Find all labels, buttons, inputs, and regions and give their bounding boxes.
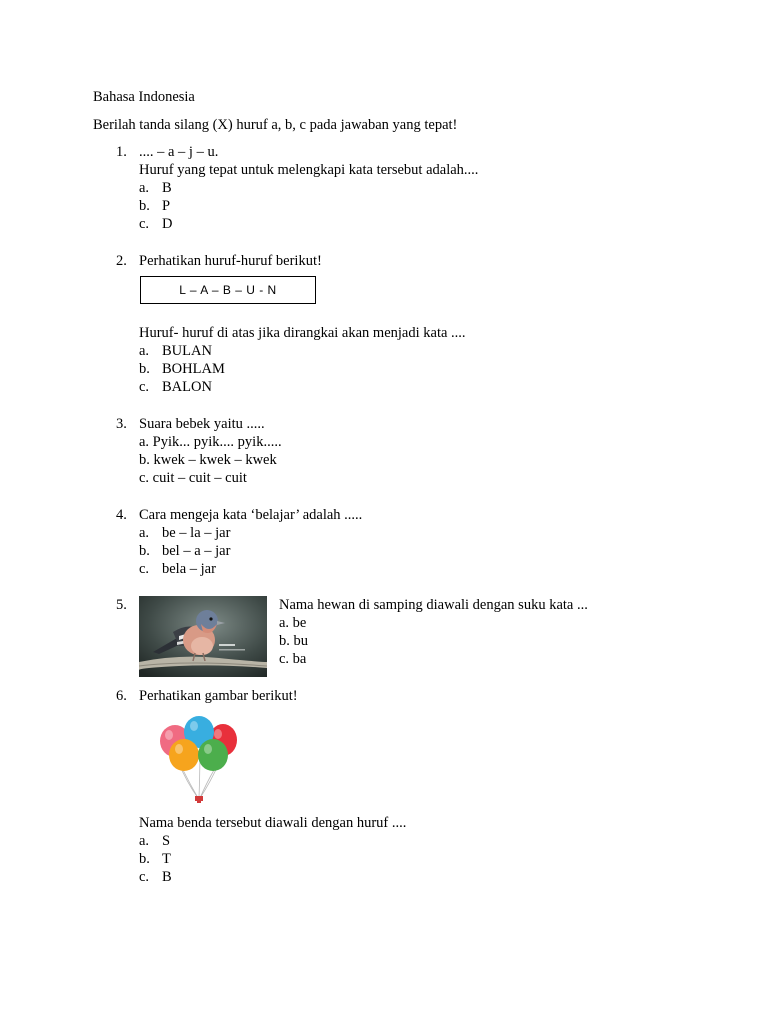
q3-number: 3. (116, 416, 127, 432)
option-letter: b. (139, 543, 150, 559)
option-letter: a. (139, 525, 150, 541)
q6-option-a (139, 832, 170, 850)
option-text: P (162, 198, 171, 214)
option-letter: c. (139, 869, 150, 885)
option-text: BOHLAM (162, 361, 225, 377)
option-letter: a. (139, 180, 150, 196)
option-letter: c. (139, 379, 150, 395)
option-letter: c. (139, 561, 150, 577)
q2-line2: Huruf- huruf di atas jika dirangkai akan menjadi kata .... (139, 325, 466, 341)
q1-option-b (139, 197, 170, 215)
q4-option-a (139, 524, 230, 542)
option-letter: c. (139, 216, 150, 232)
q4-option-c (139, 560, 216, 578)
q4-option-b (139, 542, 230, 560)
q2-line1: Perhatikan huruf-huruf berikut! (139, 253, 322, 269)
q1-option-c (139, 215, 172, 233)
q4-line1: Cara mengeja kata ‘belajar’ adalah ..... (139, 507, 363, 523)
q3-line1: Suara bebek yaitu ..... (139, 416, 265, 432)
option-text: BULAN (162, 343, 212, 359)
option-text: S (162, 833, 171, 849)
q5-number: 5. (116, 597, 127, 613)
q6-option-c (139, 868, 172, 886)
q6-number: 6. (116, 688, 127, 704)
option-letter: a. (139, 343, 150, 359)
option-text: be – la – jar (162, 525, 231, 541)
q1-line2: Huruf yang tepat untuk melengkapi kata tersebut adalah.... (139, 162, 479, 178)
q6-line1: Perhatikan gambar berikut! (139, 688, 298, 704)
option-letter: a. (139, 833, 150, 849)
option-letter: b. (139, 361, 150, 377)
q3-option-b: b. kwek – kwek – kwek (139, 452, 277, 468)
option-text: bel – a – jar (162, 543, 231, 559)
q3-option-a: a. Pyik... pyik.... pyik..... (139, 434, 282, 450)
q1-number: 1. (116, 144, 127, 160)
q5-option-b: b. bu (279, 633, 308, 649)
q5-line1: Nama hewan di samping diawali dengan suku kata ... (279, 597, 588, 613)
option-text: B (162, 869, 172, 885)
q2-number: 2. (116, 253, 127, 269)
q3-option-c: c. cuit – cuit – cuit (139, 470, 247, 486)
bird-photo (139, 596, 267, 677)
option-text: bela – jar (162, 561, 216, 577)
option-text: B (162, 180, 172, 196)
q5-option-a: a. be (279, 615, 307, 631)
option-text: T (162, 851, 171, 867)
q4-number: 4. (116, 507, 127, 523)
q2-option-c (139, 378, 212, 396)
q1-option-a (139, 179, 172, 197)
option-text: D (162, 216, 173, 232)
q2-option-b (139, 360, 225, 378)
q2-option-a (139, 342, 212, 360)
q5-option-c: c. ba (279, 651, 307, 667)
q6-line2: Nama benda tersebut diawali dengan huruf .... (139, 815, 407, 831)
subject-title: Bahasa Indonesia (93, 89, 195, 105)
balloons-icon (150, 710, 254, 808)
bird-icon (139, 596, 267, 677)
instruction-text: Berilah tanda silang (X) huruf a, b, c pada jawaban yang tepat! (93, 117, 458, 133)
q1-line1: .... – a – j – u. (139, 144, 219, 160)
balloons-picture (150, 710, 254, 808)
option-letter: b. (139, 198, 150, 214)
letters-box: L – A – B – U - N (140, 276, 316, 304)
q6-option-b (139, 850, 171, 868)
option-text: BALON (162, 379, 212, 395)
option-letter: b. (139, 851, 150, 867)
